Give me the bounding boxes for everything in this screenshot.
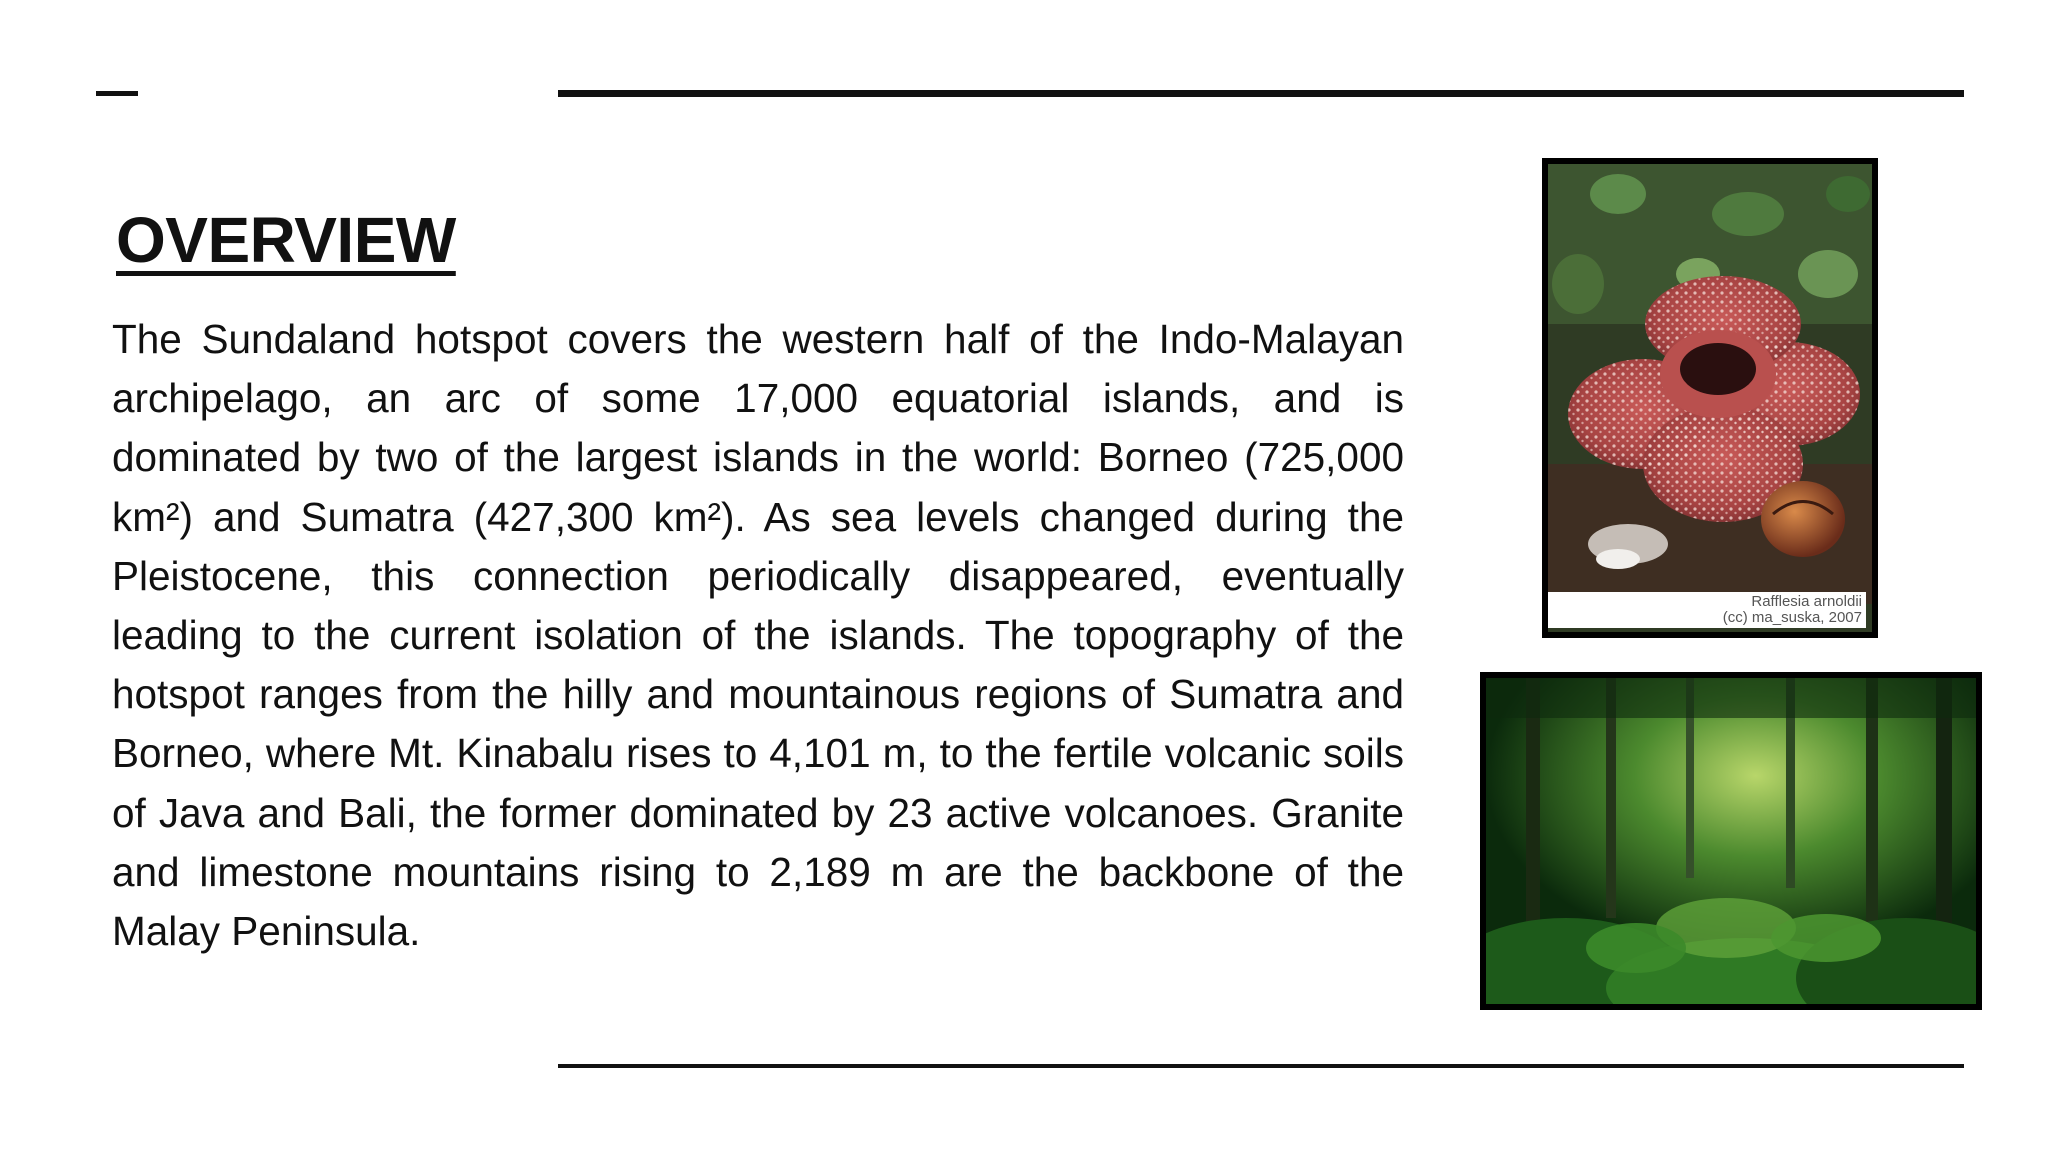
rafflesia-illustration	[1548, 164, 1872, 632]
caption-credit: (cc) ma_suska, 2007	[1722, 609, 1862, 626]
bottom-divider-line	[558, 1064, 1964, 1068]
rafflesia-flower-image	[1542, 158, 1878, 638]
corner-dash-decoration	[96, 91, 138, 96]
slide-title: OVERVIEW	[116, 204, 456, 276]
rainforest-image	[1480, 672, 1982, 1010]
caption-species: Rafflesia arnoldii	[1751, 593, 1862, 610]
image-credit-caption	[1546, 592, 1866, 628]
top-divider-line	[558, 90, 1964, 97]
rainforest-illustration	[1486, 678, 1976, 1004]
overview-paragraph: The Sundaland hotspot covers the western half of the Indo-Malayan archipelago, an arc of some 17,000 equatorial islands, and is dominated by two of the largest islands in the world: Borneo (725,000 km²) and Sumatra (427,300 km²). As sea levels changed during the Pleistocene, this connection periodically disappeared, eventually leading to the current isolation of the islands. The topography of the hotspot ranges from the hilly and mountainous regions of Sumatra and Borneo, where Mt. Kinabalu rises to 4,101 m, to the fertile volcanic soils of Java and Bali, the former dominated by 23 active volcanoes. Granite and limestone mountains rising to 2,189 m are the backbone of the Malay Peninsula.	[112, 316, 1404, 955]
